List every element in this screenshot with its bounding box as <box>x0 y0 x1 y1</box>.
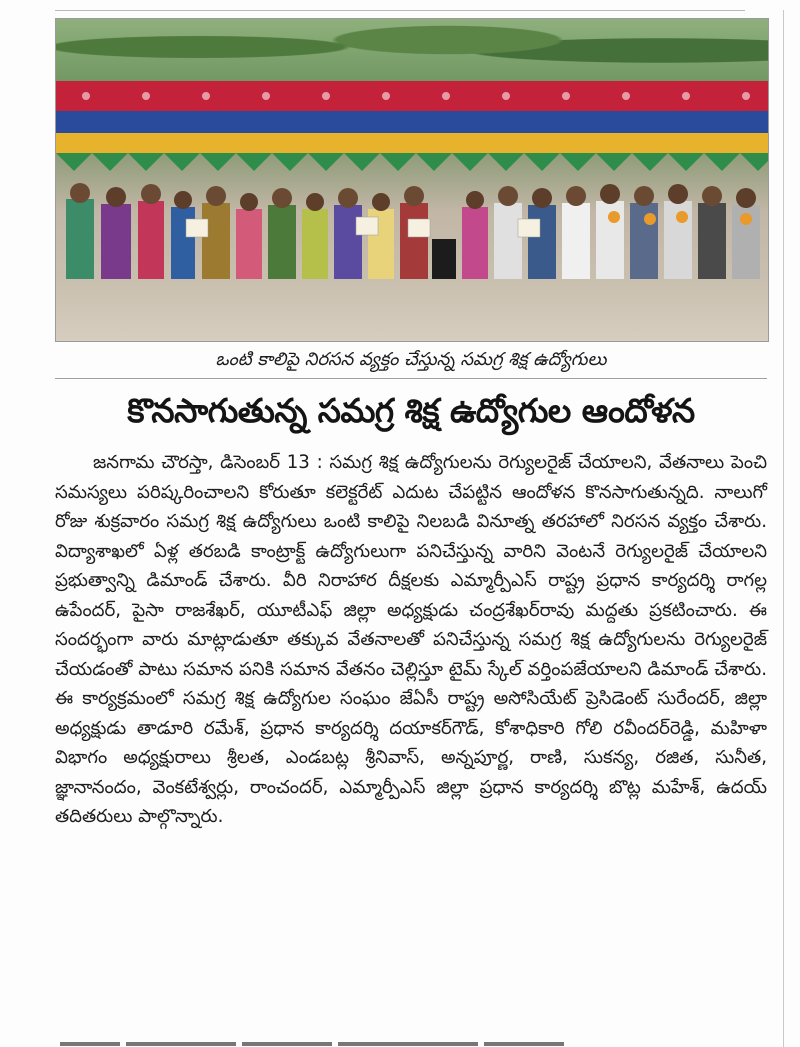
headline: కొనసాగుతున్న సమగ్ర శిక్ష ఉద్యోగుల ఆందోళన <box>127 391 695 430</box>
article-body: జనగామ చౌరస్తా, డిసెంబర్ 13 : సమగ్ర శిక్ష ఉద్యోగులను రెగ్యులరైజ్ చేయాలని, వేతనాలు పెంచి సమస్యలు పరిష్కరించాలని కోరుతూ కలెక్టరేట్ ఎదుట చేపట్టిన ఆందోళన కొనసాగుతున్నది. నాలుగో రోజు శుక్రవారం సమగ్ర శిక్ష ఉద్యోగులు ఒంటి కాలిపై నిలబడి వినూత్న తరహాలో నిరసన వ్యక్తం చేశారు. విద్యాశాఖలో ఏళ్ల తరబడి కాంట్రాక్ట్ ఉద్యోగులుగా పనిచేస్తున్న వారిని వెంటనే రెగ్యులరైజ్ చేయాలని ప్రభుత్వాన్ని డిమాండ్ చేశారు. వీరి నిరాహార దీక్షలకు ఎమ్మార్పీఎస్ రాష్ట్ర ప్రధాన కార్యదర్శి రాగల్ల ఉపేందర్, పైసా రాజశేఖర్, యూటీఎఫ్ జిల్లా అధ్యక్షుడు చంద్రశేఖర్‌రావు మద్దతు ప్రకటించారు. ఈ సందర్భంగా వారు మాట్లాడుతూ తక్కువ వేతనాలతో పనిచేస్తున్న సమగ్ర శిక్ష ఉద్యోగులను రెగ్యులరైజ్ చేయడంతో పాటు సమాన పనికి సమాన వేతనం చెల్లిస్తూ టైమ్ స్కేల్ వర్తింపజేయాలని డిమాండ్ చేశారు. ఈ కార్యక్రమంలో సమగ్ర శిక్ష ఉద్యోగుల సంఘం జేఏసీ రాష్ట్ర అసోసియేట్ ప్రెసిడెంట్ సురేందర్, జిల్లా అధ్యక్షుడు తాడూరి రమేశ్, ప్రధాన కార్యదర్శి దయాకర్‌గౌడ్, కోశాధికారి గోలి రవీందర్‌రెడ్డి, మహిళా విభాగం అధ్యక్షురాలు శ్రీలత, ఎండబట్ల శ్రీనివాస్, అన్నపూర్ణ, రాణి, సుకన్య, రజిత, సునీత, జ్ఞానానందం, వెంకటేశ్వర్లు, రాంచందర్, ఎమ్మార్పీఎస్ జిల్లా ప్రధాన కార్యదర్శి బొట్ల మహేశ్, ఉదయ్ తదితరులు పాల్గొన్నారు. <box>55 452 767 827</box>
next-article-fragment <box>60 1034 760 1047</box>
column-divider <box>783 10 784 1047</box>
shamiana-tent <box>56 81 768 171</box>
trees-background <box>56 19 768 89</box>
protest-photo <box>55 18 769 342</box>
caption-divider <box>55 378 767 379</box>
photo-caption: ఒంటి కాలిపై నిరసన వ్యక్తం చేస్తున్న సమగ్ర శిక్ష ఉద్యోగులు <box>215 349 607 370</box>
ground <box>56 279 768 341</box>
top-divider <box>55 10 745 11</box>
